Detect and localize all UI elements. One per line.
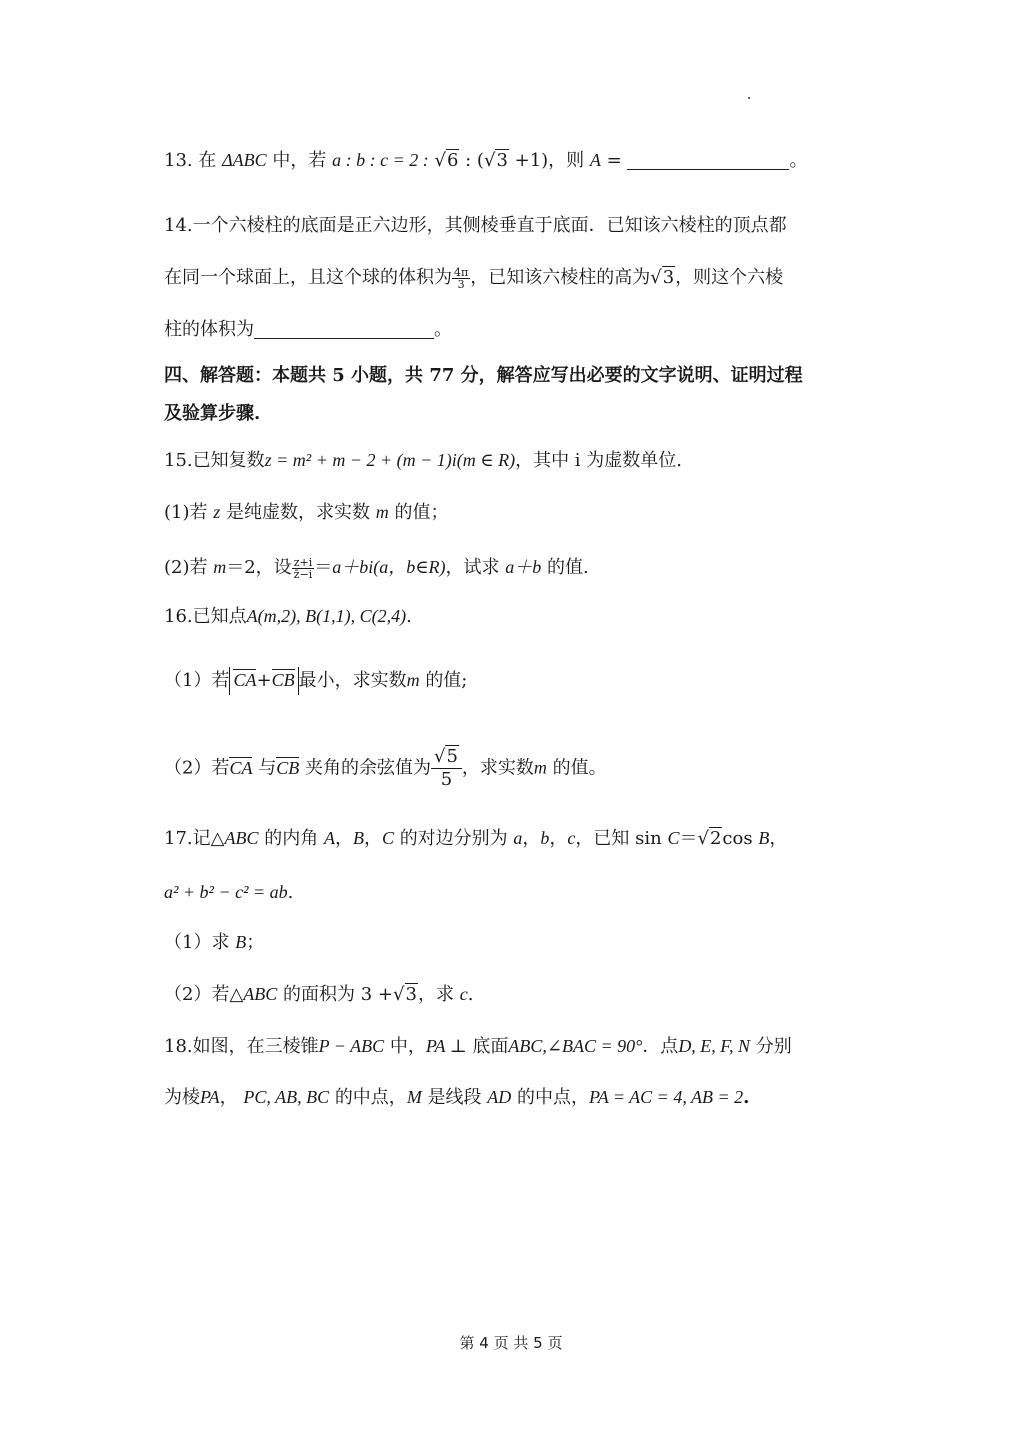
q15-p2-text2: ，试求 bbox=[445, 557, 500, 578]
q17-p2-label: （2）若△ bbox=[164, 984, 244, 1005]
q18-text-g: 的中点， bbox=[334, 1087, 407, 1108]
q18-end: . bbox=[743, 1087, 750, 1108]
q17-line2 bbox=[164, 878, 293, 907]
q17-cos-b: B bbox=[758, 828, 770, 848]
q18-ad: AD bbox=[487, 1087, 512, 1107]
q15-p2-numerator: z+i bbox=[293, 555, 313, 569]
q17-angle-b: B bbox=[352, 828, 364, 848]
q15-part1 bbox=[164, 498, 448, 527]
q17-p2-text2: ，求 bbox=[417, 984, 454, 1005]
q16-p1-end: 的值; bbox=[425, 670, 468, 691]
q17-sep: ， bbox=[522, 828, 541, 849]
q18-base: ABC,∠BAC = 90° bbox=[508, 1036, 643, 1056]
q18-edges: PC, AB, BC bbox=[243, 1087, 330, 1107]
q17-sep: ， bbox=[769, 828, 788, 849]
q17-part2 bbox=[164, 980, 473, 1009]
q15-p2-denominator: z̄−i bbox=[293, 567, 313, 581]
q16-p2-text: 夹角的余弦值为 bbox=[304, 757, 431, 779]
q13-mid: 中，若 bbox=[266, 150, 327, 171]
q13-prefix: 13. 在 bbox=[164, 150, 217, 171]
q13-equals: = bbox=[600, 150, 622, 171]
q17-p1-end: ； bbox=[246, 932, 265, 953]
q18-text-h: 是线段 bbox=[427, 1087, 482, 1108]
q18-text-b: 中， bbox=[389, 1036, 426, 1057]
q13-sqrt3: √3 bbox=[483, 150, 508, 171]
q18-text-e: 分别 bbox=[755, 1036, 792, 1057]
q17-sin-c: C bbox=[667, 828, 680, 848]
q18-pyramid: P − ABC bbox=[318, 1036, 385, 1056]
q17-p2-c: c bbox=[459, 984, 468, 1004]
q17-sqrt2-radicand: 2 bbox=[709, 828, 722, 849]
scan-speck bbox=[748, 97, 750, 99]
q16-p2-end: 的值。 bbox=[552, 757, 607, 779]
q14-sqrt3: √3 bbox=[650, 267, 675, 288]
q16-plus: + bbox=[256, 670, 272, 691]
q17-sep: ， bbox=[334, 828, 353, 849]
q13-answer-blank[interactable] bbox=[627, 149, 789, 170]
q17-p1-b: B bbox=[235, 932, 247, 952]
q16-p2-vector-cb: CB bbox=[276, 757, 300, 778]
q14-text-b: ，已知该六棱柱的高为 bbox=[470, 267, 651, 288]
q14-sqrt3-radicand: 3 bbox=[662, 267, 675, 288]
q17-sqrt2: √2 bbox=[697, 828, 722, 849]
q18-prefix: 18.如图，在三棱锥 bbox=[164, 1036, 319, 1057]
q17-side-a: a bbox=[513, 828, 523, 848]
q17-text-d: ，已知 sin bbox=[575, 828, 662, 849]
q16-p2-m: m bbox=[533, 757, 547, 778]
q17-p2-sqrt3: √3 bbox=[393, 984, 417, 1005]
q17-angle-c: C bbox=[381, 828, 394, 848]
q16-prefix: 16.已知点 bbox=[164, 606, 247, 627]
question-18 bbox=[164, 1032, 792, 1061]
section4-heading-line1: 四、解答题：本题共 5 小题，共 77 分，解答应写出必要的文字说明、证明过程 bbox=[164, 365, 803, 386]
q15-p1-z: z bbox=[213, 502, 221, 522]
q14-text-a: 在同一个球面上，且这个球的体积为 bbox=[164, 267, 452, 288]
q13-triangle: ΔABC bbox=[222, 150, 267, 170]
q17-equals: ＝ bbox=[679, 828, 698, 849]
q15-p2-equals: ＝ bbox=[314, 557, 333, 578]
q18-values: PA = AC = 4, AB = 2 bbox=[589, 1087, 744, 1107]
q17-p2-sqrt3-radicand: 3 bbox=[405, 984, 417, 1005]
q13-var-a: A bbox=[589, 150, 601, 170]
page-footer: 第 4 页 共 5 页 bbox=[459, 1334, 563, 1352]
q17-abc: ABC bbox=[224, 828, 259, 848]
section4-heading-line2: 及验算步骤. bbox=[164, 403, 261, 424]
q14-line1: 14.一个六棱柱的底面是正六边形，其侧棱垂直于底面．已知该六棱柱的顶点都 bbox=[164, 215, 787, 236]
q17-side-c: c bbox=[567, 828, 576, 848]
q14-answer-blank[interactable] bbox=[254, 318, 434, 339]
q14-fraction-numerator: 4π bbox=[454, 265, 469, 279]
question-13 bbox=[164, 146, 807, 175]
q18-line2 bbox=[164, 1083, 749, 1112]
q18-text-f: 为棱 bbox=[164, 1087, 200, 1108]
q15-p2-fraction bbox=[292, 557, 315, 580]
q15-p2-text: ＝2，设 bbox=[226, 557, 292, 578]
q13-sqrt3-radicand: 3 bbox=[496, 150, 508, 171]
q15-p2-label: (2)若 bbox=[164, 557, 208, 578]
q18-pa: PA bbox=[200, 1087, 220, 1107]
q17-angle-a: A bbox=[323, 828, 335, 848]
q16-vector-ca: CA bbox=[233, 670, 257, 690]
q17-line2-end: . bbox=[287, 882, 294, 903]
q14-end: 。 bbox=[434, 319, 452, 340]
q14-text-c: ，则这个六棱 bbox=[675, 267, 784, 288]
q16-p1-text: 最小，求实数 bbox=[298, 670, 407, 691]
q18-m: M bbox=[406, 1087, 422, 1107]
q15-part2 bbox=[164, 553, 589, 582]
q17-text-c: 的对边分别为 bbox=[399, 828, 508, 849]
q18-text-i: 的中点， bbox=[517, 1087, 590, 1108]
q13-plus1: +1)，则 bbox=[508, 150, 585, 171]
q16-p2-fraction bbox=[431, 746, 462, 791]
q15-suffix: ，其中 i 为虚数单位. bbox=[515, 450, 682, 471]
q16-p1-label: （1）若 bbox=[164, 670, 230, 691]
q17-part1 bbox=[164, 928, 264, 957]
q14-fraction-denominator: 3 bbox=[457, 277, 465, 291]
q14-text-d: 柱的体积为 bbox=[164, 319, 254, 340]
question-15 bbox=[164, 446, 682, 475]
q17-sep: ， bbox=[363, 828, 382, 849]
q18-points: D, E, F, N bbox=[678, 1036, 750, 1056]
q15-p2-end: 的值. bbox=[547, 557, 589, 578]
q16-end: . bbox=[406, 606, 412, 627]
q16-p1-m: m bbox=[406, 670, 420, 690]
q17-p2-text: 的面积为 3 + bbox=[283, 984, 394, 1005]
q17-p2-end: . bbox=[467, 984, 474, 1005]
q16-points: A(m,2), B(1,1), C(2,4) bbox=[246, 606, 407, 626]
q17-p2-abc: ABC bbox=[243, 984, 278, 1004]
q17-prefix: 17.记△ bbox=[164, 828, 225, 849]
q16-part2 bbox=[164, 746, 607, 791]
q17-equation: a² + b² − c² = ab bbox=[164, 882, 288, 902]
q18-text-c: 底面 bbox=[472, 1036, 509, 1057]
q17-side-b: b bbox=[540, 828, 550, 848]
q15-p1-end: 的值； bbox=[394, 502, 449, 523]
q15-p2-expression: a＋bi(a，b∈R) bbox=[332, 557, 446, 577]
q16-p2-and: 与 bbox=[258, 757, 277, 779]
q16-p2-sqrt5-radicand: 5 bbox=[446, 746, 458, 767]
q18-perp: PA ⊥ bbox=[425, 1036, 467, 1056]
q16-vector-cb: CB bbox=[271, 670, 295, 690]
q15-p1-text: 是纯虚数，求实数 bbox=[225, 502, 370, 523]
q17-cos: cos bbox=[722, 828, 753, 849]
q13-end: 。 bbox=[789, 150, 808, 171]
question-17 bbox=[164, 824, 787, 853]
q16-p1-abs bbox=[229, 667, 298, 695]
q15-formula: z = m² + m − 2 + (m − 1)i(m ∈ R) bbox=[264, 450, 516, 470]
q18-sep: ， bbox=[219, 1087, 238, 1108]
q17-sep: ， bbox=[549, 828, 568, 849]
question-16 bbox=[164, 602, 412, 631]
q13-ratio: a : b : c = 2 : bbox=[332, 150, 429, 170]
q13-sqrt6-radicand: 6 bbox=[446, 150, 459, 171]
q14-fraction bbox=[452, 267, 470, 290]
q16-p2-numerator: √5 bbox=[431, 746, 462, 769]
q17-p1-label: （1）求 bbox=[164, 932, 230, 953]
q13-sqrt6: √6 bbox=[434, 150, 459, 171]
q16-p2-text2: ，求实数 bbox=[461, 757, 534, 779]
q15-p2-sum: a＋b bbox=[505, 557, 542, 577]
q15-p1-label: (1)若 bbox=[164, 502, 208, 523]
q14-line3 bbox=[164, 316, 452, 344]
q15-p1-m: m bbox=[375, 502, 389, 522]
q16-part1 bbox=[164, 666, 467, 695]
q17-text-b: 的内角 bbox=[264, 828, 319, 849]
q13-colon: : ( bbox=[459, 150, 484, 171]
q15-prefix: 15.已知复数 bbox=[164, 450, 265, 471]
q14-line2 bbox=[164, 264, 783, 292]
q15-p2-m: m bbox=[213, 557, 227, 577]
q18-text-d: ．点 bbox=[642, 1036, 679, 1057]
q16-p2-vector-ca: CA bbox=[229, 757, 253, 778]
q16-p2-label: （2）若 bbox=[164, 757, 230, 779]
q16-p2-denominator: 5 bbox=[440, 769, 453, 790]
